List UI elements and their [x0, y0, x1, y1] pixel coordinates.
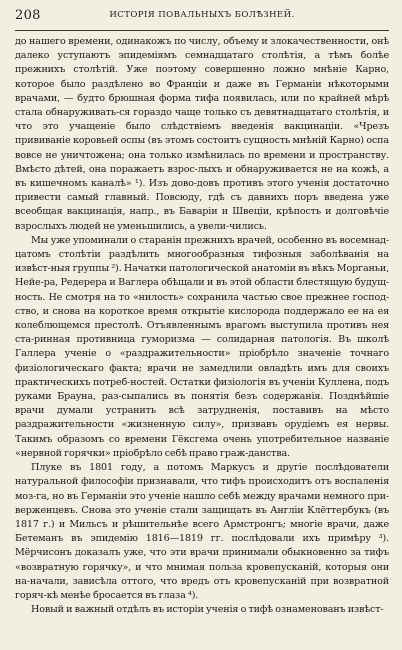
- page-header: [15, 8, 389, 31]
- paragraph: Мы уже упоминали о старанін прежнихъ врачей, особенно въ восемнад-цатомъ столѣтіи раздѣлить многообразныя тифозныя заболѣванія на извѣст-ныя группы ²). Начатки патологической анатоміи въ вѣкъ Морганьи, Нейе-ра, Редерера и Ваглера обѣщали и въ этой области блестящую будущ-ность. Не смотря на то «нилость» сохранила частью свое прежнее господ-ство, и снова на короткое время открытіе кислорода поддержало ее на ея колеблющемся престолѣ. Отъявленнымъ врагомъ выступила противъ нея ста-ринная противница гуморизма — солидарная патологія. Въ школѣ Галлера ученіе о «раздражительности» пріобрѣло значеніе точнаго физіологическаго факта; врачи не замедлили овладѣть имъ для своихъ практическихъ потреб-ностей. Остатки физіологія въ ученіи Куллена, подъ руками Брауна, раз-сыпались въ понятія безъ содержанія. Позднѣйшіе врачи думали устранить всѣ затрудненія, поставивъ на мѣсто раздражительности «жизненную силу», призвавъ орудіемъ ея нервы. Такимъ образомъ со времени Гёксгема очень употребительное названіе «нервной горячки» пріобрѣло себѣ право граж-данства.: [15, 234, 389, 459]
- page-body: [15, 35, 389, 617]
- running-head: ИСТОРІЯ ПОВАЛЬНЫХЪ БОЛѢЗНЕЙ.: [109, 10, 295, 20]
- paragraph: Новый и важный отдѣлъ въ исторіи ученія о тифѣ ознаменованъ извѣст-: [31, 604, 384, 616]
- page-number: 208: [15, 8, 41, 23]
- paragraph: до нашего времени, одинакожъ по числу, объему и злокачественности, онѣ далеко уступаютъ эпидеміямъ семнадцатаго столѣтія, а тѣмъ болѣе прежнихъ столѣтій. Уже поэтому совершенно ложно мнѣніе Карно, которое было раздѣлено во Франціи и даже въ Германіи нѣкоторыми врачами, — будто брюшная форма тифа появилась, или по крайней мѣрѣ стала обнаруживать-ся гораздо чаще только съ девятнадцатаго столѣтія, и что это учащеніе было слѣдствіемъ введенія вакцинаціи. «Чрезъ прививаніе коровьей оспы (въ этомъ состоитъ сущность мнѣній Карно) оспа вовсе не уничтожена; она только измѣнилась по времени и пространству. Вмѣсто дѣтей, она поражаетъ взрос-лыхъ и обнаруживается не на кожѣ, а въ кишечномъ каналѣ» ¹). Изъ дово-довъ противъ этого ученія достаточно привести самый главный. Повсюду, гдѣ съ давнихъ поръ введена уже всеобщая вакцинація, напр., въ Баваріи и Швеціи, крѣпость и долговѣчіе взрослыхъ людей не уменьшились, а увели-чились.: [15, 36, 389, 232]
- paragraph: Плуке въ 1801 году, а потомъ Маркусъ и другіе послѣдователи натуральной философіи признавали, что тифъ происходитъ отъ воспаленія моз-га, но въ Германіи это ученіе нашло себѣ между врачами немного при-верженцевъ. Снова это ученіе стали защищать въ Англіи Клёттербукъ (въ 1817 г.) и Мильсъ и рѣшительнѣе всего Армстронгъ; многіе врачи, даже Бетеманъ въ эпидемію 1816—1819 гг. послѣдовали ихъ примѣру ³). Мёрчисонъ доказалъ уже, что эти врачи принимали обыкновенно за тифъ «возвратную горячку», и что мнимая польза кровепусканій, которыя они на-начали, зависѣла оттого, что вредъ отъ кровепусканій при возвратной горяч-кѣ менѣе бросается въ глаза ⁴).: [15, 462, 389, 601]
